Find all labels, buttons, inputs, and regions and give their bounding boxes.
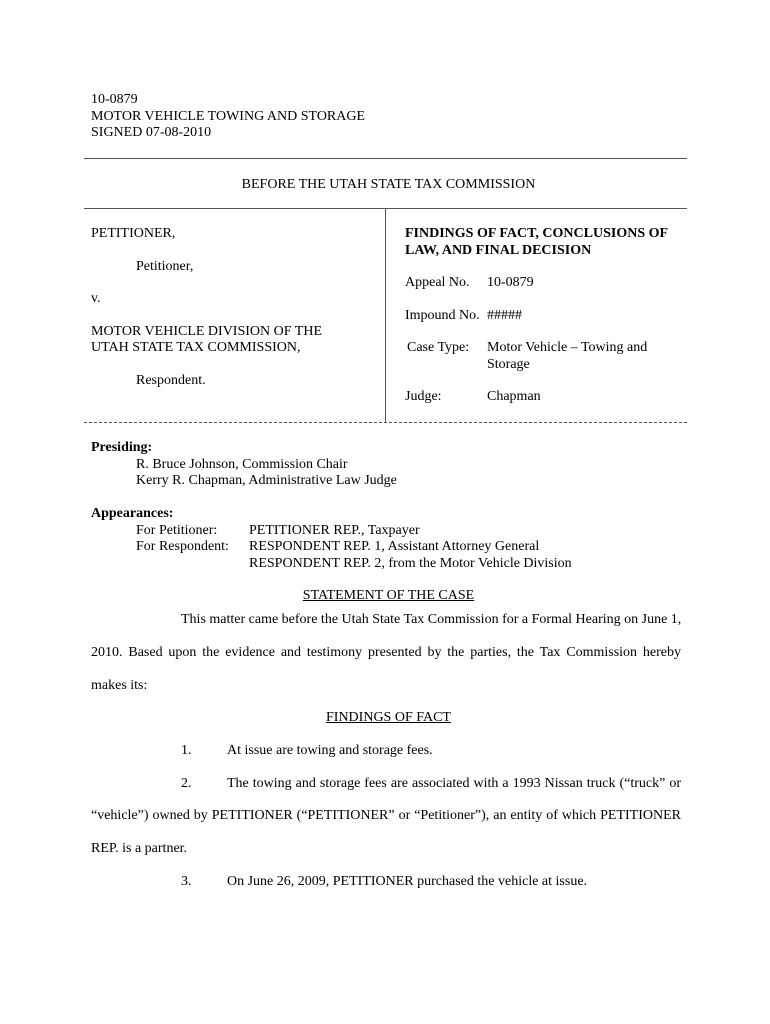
header-rule xyxy=(84,158,687,159)
appeal-number-value: 10-0879 xyxy=(487,275,534,290)
decision-title-line1: FINDINGS OF FACT, CONCLUSIONS OF xyxy=(405,226,669,241)
impound-number-label: Impound No. xyxy=(405,307,480,323)
signed-date-header: SIGNED 07-08-2010 xyxy=(91,125,212,140)
for-respondent-value1: RESPONDENT REP. 1, Assistant Attorney General xyxy=(249,539,540,554)
statement-line-2: 2010. Based upon the evidence and testimony presented by the parties, the Tax Commission hereby xyxy=(91,645,681,660)
court-title: BEFORE THE UTAH STATE TAX COMMISSION xyxy=(241,177,536,192)
presiding-judge: Kerry R. Chapman, Administrative Law Judge xyxy=(136,473,397,488)
statement-line-1: This matter came before the Utah State Tax Commission for a Formal Hearing on June 1, xyxy=(181,612,682,627)
judge-row xyxy=(405,389,695,406)
document-header xyxy=(91,92,365,142)
for-respondent-label: For Respondent: xyxy=(136,539,229,554)
findings-heading: FINDINGS OF FACT xyxy=(326,710,451,725)
presiding-section xyxy=(91,440,691,490)
finding-3-text: On June 26, 2009, PETITIONER purchased the vehicle at issue. xyxy=(227,874,588,889)
for-petitioner-label: For Petitioner: xyxy=(136,522,218,538)
for-respondent-value2: RESPONDENT REP. 2, from the Motor Vehicle Division xyxy=(249,555,572,571)
case-caption xyxy=(91,226,381,389)
for-petitioner-value: PETITIONER REP., Taxpayer xyxy=(249,522,420,538)
appearances-label: Appearances: xyxy=(91,506,174,521)
appearances-section xyxy=(91,506,691,572)
finding-1-text: At issue are towing and storage fees. xyxy=(227,743,433,758)
judge-value: Chapman xyxy=(487,389,541,404)
impound-number-row xyxy=(405,308,695,325)
finding-2-text: The towing and storage fees are associated with a 1993 Nissan truck (“truck” or xyxy=(227,776,681,791)
case-type-value-line1: Motor Vehicle – Towing and xyxy=(487,340,648,355)
appeal-number-header: 10-0879 xyxy=(91,92,138,107)
finding-2-continuation-2: REP. is a partner. xyxy=(91,841,188,856)
finding-2-number: 2. xyxy=(181,776,192,791)
decision-block xyxy=(405,226,695,406)
decision-title-line2: LAW, AND FINAL DECISION xyxy=(405,242,592,258)
case-type-label: Case Type: xyxy=(407,340,470,355)
impound-number-value: ##### xyxy=(487,307,522,323)
appeal-number-label: Appeal No. xyxy=(405,275,470,290)
appeal-number-row xyxy=(405,275,695,292)
subject-header: MOTOR VEHICLE TOWING AND STORAGE xyxy=(91,108,366,124)
finding-3-number: 3. xyxy=(181,874,192,889)
versus: v. xyxy=(91,291,101,306)
presiding-label: Presiding: xyxy=(91,440,153,455)
finding-2-continuation-1: “vehicle”) owned by PETITIONER (“PETITIONER” or “Petitioner”), an entity of which PETITIONER xyxy=(91,808,681,823)
statement-line-3: makes its: xyxy=(91,678,148,693)
caption-divider xyxy=(385,209,386,422)
petitioner-role: Petitioner, xyxy=(136,258,194,274)
judge-label: Judge: xyxy=(405,389,442,404)
statement-heading: STATEMENT OF THE CASE xyxy=(302,588,475,603)
respondent-name-line1: MOTOR VEHICLE DIVISION OF THE xyxy=(91,323,322,339)
case-type-value-line2: Storage xyxy=(487,356,530,372)
presiding-chair: R. Bruce Johnson, Commission Chair xyxy=(136,456,348,472)
respondent-name-line2: UTAH STATE TAX COMMISSION, xyxy=(91,340,301,355)
finding-1-number: 1. xyxy=(181,743,192,758)
case-type-row xyxy=(405,340,695,373)
respondent-role: Respondent. xyxy=(136,372,206,388)
caption-bottom-rule xyxy=(84,422,687,423)
petitioner-name: PETITIONER, xyxy=(91,226,176,241)
